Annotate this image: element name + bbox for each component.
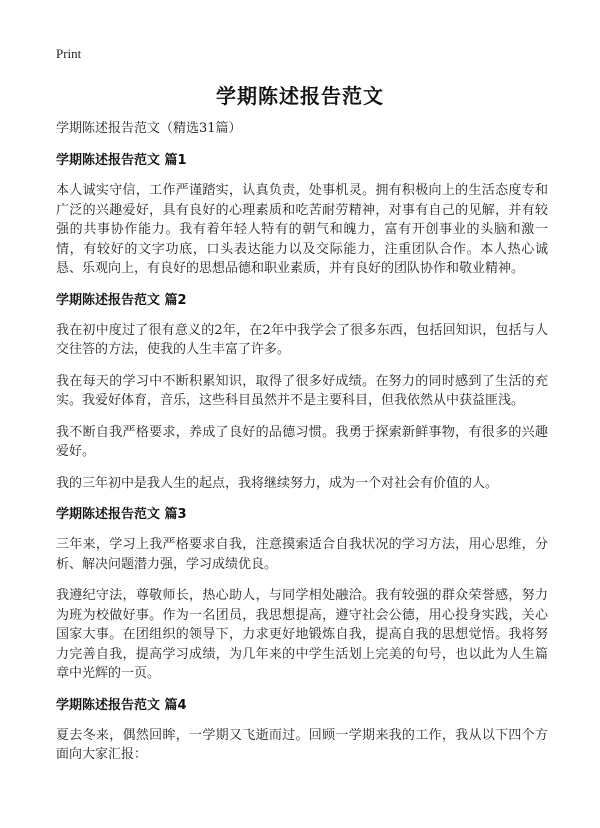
paragraph: 我在每天的学习中不断积累知识，取得了很多好成绩。在努力的同时感到了生活的充实。我爱好体育，音乐，这些科目虽然并不是主要科目，但我依然从中获益匪浅。 — [56, 373, 548, 408]
section-heading: 学期陈述报告范文 篇4 — [56, 697, 187, 713]
paragraph: 本人诚实守信，工作严谨踏实，认真负责，处事机灵。拥有积极向上的生活态度专和广泛的兴趣爱好，具有良好的心理素质和吃苦耐劳精神，对事有自己的见解，并有较强的共事协作能力。我有着年轻人特有的朝气和魄力，富有开创事业的头脑和激一情，有较好的文字功底，口头表达能力以及交际能力，注重团队合作。本人热心诚恳、乐观向上，有良好的思想品德和职业素质，并有良好的团队协作和敬业精神。 — [56, 183, 548, 276]
section-heading: 学期陈述报告范文 篇1 — [56, 153, 187, 168]
paragraph: 我不断自我严格要求，养成了良好的品德习惯。我勇于探索新鲜事物，有很多的兴趣爱好。 — [56, 424, 548, 459]
section-heading: 学期陈述报告范文 篇2 — [56, 292, 187, 308]
paragraph: 夏去冬来，偶然回眸，一学期又飞逝而过。回顾一学期来我的工作，我从以下四个方面向大家汇报： — [56, 727, 548, 762]
section-1 — [56, 151, 548, 279]
section-2 — [56, 291, 548, 494]
paragraph: 我在初中度过了很有意义的2年，在2年中我学会了很多东西，包括回知识，包括与人交往答的方法，使我的人生丰富了许多。 — [56, 322, 548, 357]
section-4 — [56, 696, 548, 765]
paragraph: 我的三年初中是我人生的起点，我将继续努力，成为一个对社会有价值的人。 — [56, 475, 499, 491]
print-link[interactable]: Print — [56, 46, 82, 61]
section-3 — [56, 505, 548, 684]
document-body — [56, 119, 548, 777]
document-subtitle: 学期陈述报告范文（精选31篇） — [56, 121, 242, 136]
section-heading: 学期陈述报告范文 篇3 — [56, 507, 187, 522]
paragraph: 我遵纪守法，尊敬师长，热心助人，与同学相处融洽。我有较强的群众荣誉感，努力为班为校做好事。作为一名团员，我思想提高，遵守社会公德，用心投身实践，关心国家大事。在团组织的领导下，力求更好地锻炼自我，提高自我的思想觉悟。我将努力完善自我，提高学习成绩，为几年来的中学生活划上完美的句号，也以此为人生篇章中光辉的一页。 — [56, 588, 548, 681]
paragraph: 三年来，学习上我严格要求自我，注意摸索适合自我状况的学习方法，用心思维，分析、解决问题潜力强，学习成绩优良。 — [56, 537, 548, 572]
page-title: 学期陈述报告范文 — [216, 84, 384, 108]
